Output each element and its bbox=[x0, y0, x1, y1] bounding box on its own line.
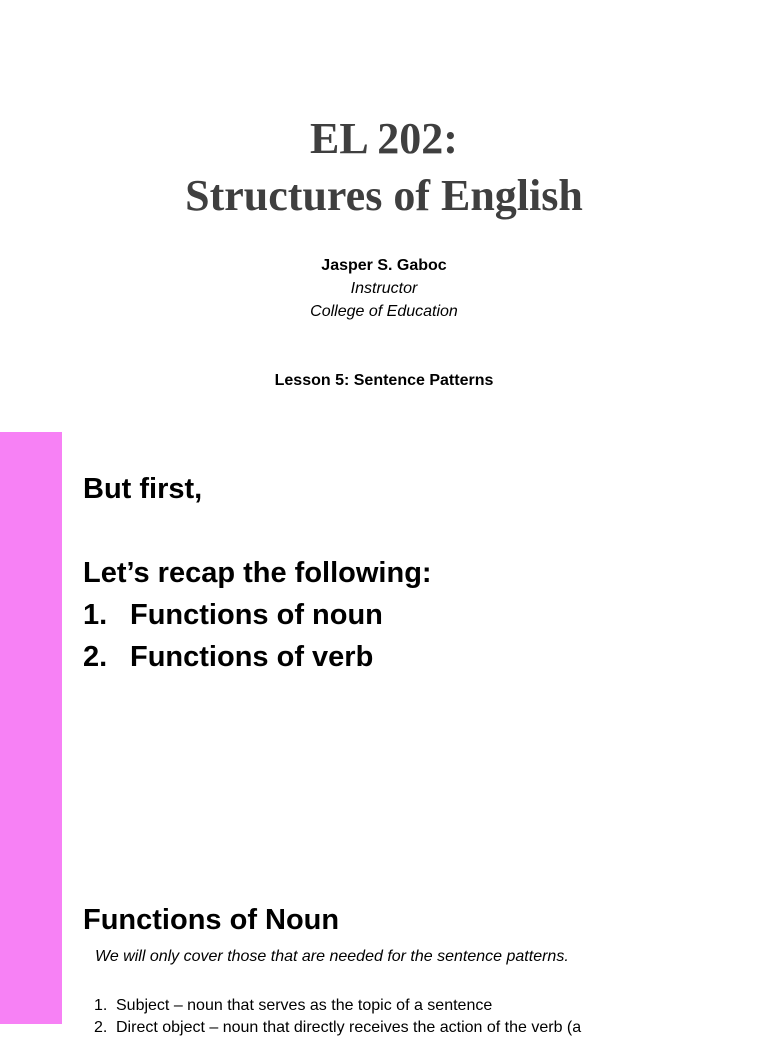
list-item-text: Functions of noun bbox=[130, 599, 383, 631]
accent-bar bbox=[0, 432, 62, 1024]
list-number: 1. bbox=[83, 599, 108, 631]
instructor-role: Instructor bbox=[350, 280, 418, 297]
noun-function-item bbox=[94, 1017, 581, 1039]
noun-function-item bbox=[94, 995, 581, 1017]
list-number: 2. bbox=[83, 641, 108, 673]
recap-heading: Let’s recap the following: bbox=[83, 557, 432, 589]
list-item-text: Subject – noun that serves as the topic of a sentence bbox=[116, 997, 493, 1014]
section-heading: Functions of Noun bbox=[83, 904, 340, 936]
instructor-name: Jasper S. Gaboc bbox=[321, 257, 447, 274]
course-code-title: EL 202: bbox=[310, 114, 458, 163]
list-item-text: Direct object – noun that directly receives the action of the verb (a bbox=[116, 1019, 582, 1036]
list-item-text: Functions of verb bbox=[130, 641, 374, 673]
title-slide bbox=[0, 0, 768, 432]
recap-list-item bbox=[83, 636, 383, 678]
college-name: College of Education bbox=[310, 303, 458, 320]
recap-slide bbox=[0, 432, 768, 1036]
lesson-title: Lesson 5: Sentence Patterns bbox=[274, 372, 494, 389]
list-number: 1. bbox=[94, 997, 108, 1014]
scope-note: We will only cover those that are needed for the sentence patterns. bbox=[95, 948, 569, 965]
recap-list bbox=[83, 594, 383, 678]
course-name-title: Structures of English bbox=[185, 171, 583, 220]
list-number: 2. bbox=[94, 1019, 108, 1036]
recap-list-item bbox=[83, 594, 383, 636]
intro-text: But first, bbox=[83, 473, 203, 505]
noun-functions-list bbox=[94, 995, 581, 1039]
